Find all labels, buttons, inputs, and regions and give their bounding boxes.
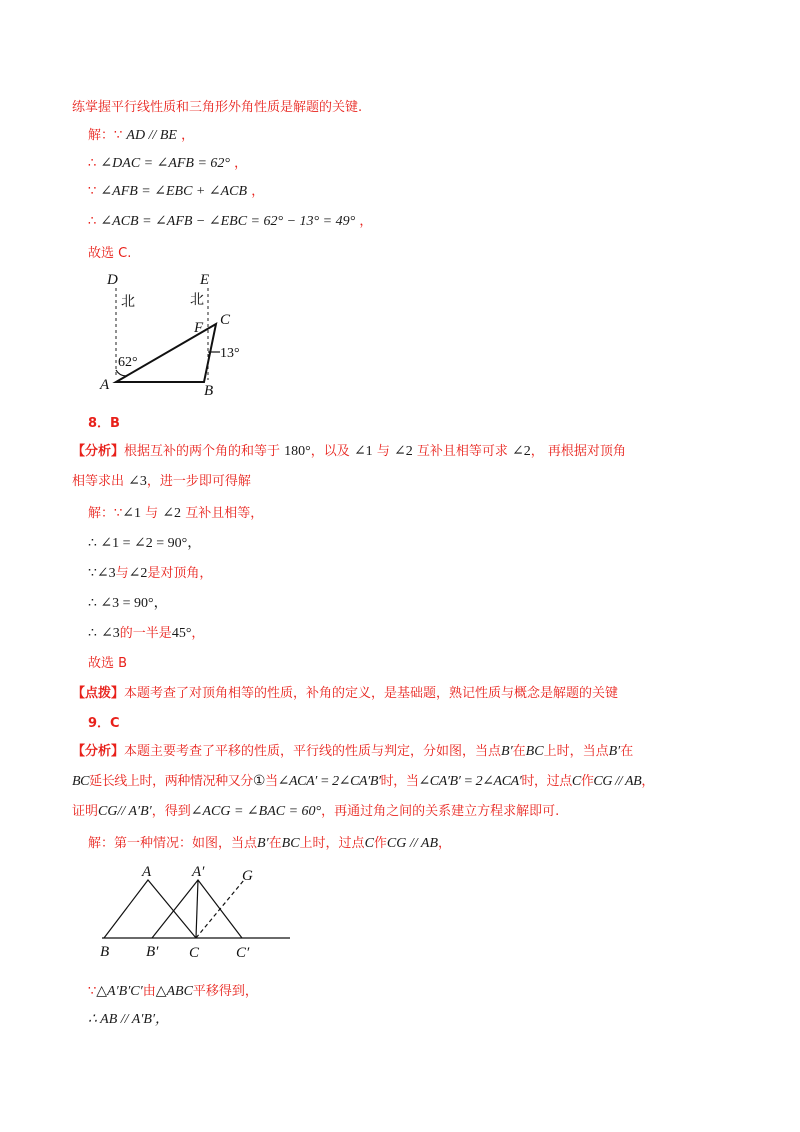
math-expr: ∠CA′B′ = 2∠ACA′ xyxy=(418,774,522,789)
figure-translation xyxy=(96,862,296,966)
text: 时，当 xyxy=(380,774,419,789)
punct: ， xyxy=(181,128,195,143)
q8-choice: 故选 B xyxy=(88,656,128,671)
q8-solution-5 xyxy=(88,624,204,644)
text: 根据互补的两个角的和等于 xyxy=(124,444,281,459)
analysis-tag: 【分析】 xyxy=(72,744,125,759)
q8-analysis-line-1 xyxy=(72,442,626,462)
analysis-tag: 【分析】 xyxy=(72,444,125,459)
math-expr: ∠1 xyxy=(353,444,373,459)
given-label: 解：∵ xyxy=(88,506,123,521)
angle-62-label: 62° xyxy=(118,355,138,370)
text: 本题主要考查了平移的性质，平行线的性质与判定，分如图，当点 xyxy=(124,744,502,759)
text: 当 xyxy=(265,774,278,789)
math-expr: BC xyxy=(281,836,300,851)
punct: ， xyxy=(438,836,452,851)
label-b-prime: B′ xyxy=(146,944,159,960)
text: 的一半是 xyxy=(119,626,172,641)
tip-text: 本题考查了对顶角相等的性质，补角的定义，是基础题，熟记性质与概念是解题的关键 xyxy=(124,686,619,701)
label-b: B xyxy=(204,383,214,398)
q9-solution-1 xyxy=(88,834,451,854)
math-expr: ∠DAC = ∠AFB = 62° xyxy=(100,156,231,171)
text: 上时，过点 xyxy=(299,836,365,851)
therefore-symbol: ∴ xyxy=(88,156,97,171)
text: 相等求出 xyxy=(72,474,125,489)
q7-choice: 故选 C. xyxy=(88,246,132,261)
text: 与 xyxy=(115,566,129,581)
text: 延长线上时，两种情况种又分 xyxy=(89,774,253,789)
math-expr: ∠2 xyxy=(512,444,531,459)
label-a-prime: A′ xyxy=(192,864,205,880)
because-symbol: ∵ xyxy=(88,184,97,199)
q7-line-1 xyxy=(88,126,194,146)
q7-line-2 xyxy=(88,154,247,174)
text: 互补且相等可求 xyxy=(416,444,508,459)
text: ， 再根据对顶角 xyxy=(530,444,626,459)
because-symbol: ∵ xyxy=(88,566,97,581)
label-f: F xyxy=(194,320,204,336)
math-expr: B′ xyxy=(257,836,269,851)
q9-analysis-line-3 xyxy=(72,802,559,822)
text: 由 xyxy=(142,984,156,999)
math-expr: ∠ACG = ∠BAC = 60° xyxy=(190,804,322,819)
math-expr: AD // BE xyxy=(126,128,177,143)
q9-solution-3: ∴ AB // A′B′， xyxy=(88,1012,170,1027)
q9-analysis-line-2 xyxy=(72,772,654,792)
north-label-2: 北 xyxy=(190,292,204,308)
label-b: B xyxy=(100,944,110,960)
math-expr: BC xyxy=(525,744,544,759)
q8-solution-3 xyxy=(88,564,212,584)
text: 平移得到， xyxy=(192,984,258,999)
text: 证明 xyxy=(72,804,99,819)
text: 是对顶角， xyxy=(147,566,213,581)
because-symbol: ∵ xyxy=(88,984,97,999)
label-e: E xyxy=(200,272,210,288)
therefore-symbol: ∴ xyxy=(88,214,97,229)
q9-analysis-line-1 xyxy=(72,742,633,762)
ray-cg xyxy=(196,880,244,938)
segment-a2c xyxy=(196,880,198,938)
math-expr: ∠2 xyxy=(128,566,148,581)
punct: ， xyxy=(359,214,373,229)
q8-solution-1 xyxy=(88,504,263,524)
punct: ， xyxy=(641,774,654,789)
label-c-prime: C′ xyxy=(236,945,250,961)
math-expr: CG // AB xyxy=(386,836,438,851)
math-expr: ∠3 xyxy=(101,626,120,641)
continued-text: 练掌握平行线性质和三角形外角性质是解题的关键. xyxy=(72,100,363,115)
q9-answer: 9．C xyxy=(88,716,120,731)
text: ，再通过角之间的关系建立方程求解即可. xyxy=(321,804,560,819)
q8-solution-4: ∴ ∠3 = 90°， xyxy=(88,596,168,611)
text: 与 xyxy=(376,444,390,459)
math-expr: ∠2 xyxy=(162,506,182,521)
q9-solution-2 xyxy=(88,982,258,1002)
text: ，得到 xyxy=(151,804,191,819)
text: 上时，当点 xyxy=(543,744,609,759)
q7-line-3 xyxy=(88,182,264,202)
math-expr: B′ xyxy=(501,744,513,759)
math-expr: ∠ACA′ = 2∠CA′B′ xyxy=(277,774,381,789)
punct: ， xyxy=(234,156,248,171)
math-expr: C xyxy=(571,774,581,789)
math-expr: ∠ACB = ∠AFB − ∠EBC = 62° − 13° = 49° xyxy=(100,214,356,229)
text: 在 xyxy=(268,836,282,851)
math-expr: ∠1 xyxy=(122,506,142,521)
math-expr: ∠2 xyxy=(393,444,413,459)
triangle-abc xyxy=(104,880,196,938)
text: 在 xyxy=(620,744,634,759)
math-expr: △A′B′C′ xyxy=(96,984,143,999)
math-expr: 45° xyxy=(171,626,192,641)
text: 解：第一种情况：如图，当点 xyxy=(88,836,258,851)
math-expr: CG// A′B′ xyxy=(98,804,152,819)
text: 时，过点 xyxy=(521,774,572,789)
text: 与 xyxy=(145,506,159,521)
math-expr: ∠3 xyxy=(128,474,147,489)
q8-tip xyxy=(72,684,618,704)
math-expr: ∠AFB = ∠EBC + ∠ACB xyxy=(100,184,248,199)
angle-13-label: 13° xyxy=(220,346,240,361)
therefore-symbol: ∴ xyxy=(88,626,97,641)
text: 互补且相等， xyxy=(185,506,264,521)
label-a: A xyxy=(100,377,110,393)
math-expr: C xyxy=(364,836,374,851)
text: 在 xyxy=(512,744,526,759)
angle-arc-a xyxy=(116,370,126,376)
north-label-1: 北 xyxy=(121,294,135,310)
given-label: 解：∵ xyxy=(88,128,123,143)
text: 作 xyxy=(373,836,387,851)
math-expr: CG // AB xyxy=(593,774,642,789)
label-c: C xyxy=(189,945,200,961)
math-expr: 180° xyxy=(284,444,311,459)
tip-tag: 【点拨】 xyxy=(72,686,125,701)
q8-answer: 8．B xyxy=(88,416,120,431)
math-expr: ∠3 xyxy=(96,566,116,581)
q8-analysis-line-2 xyxy=(72,472,251,492)
punct: ， xyxy=(251,184,265,199)
figure-bearing-triangle xyxy=(96,268,256,398)
label-g: G xyxy=(242,868,253,884)
text: ，以及 xyxy=(310,444,350,459)
circled-one: ① xyxy=(252,774,266,789)
q8-solution-2: ∴ ∠1 = ∠2 = 90°， xyxy=(88,536,202,551)
text: 作 xyxy=(580,774,594,789)
label-a: A xyxy=(142,864,152,880)
label-d: D xyxy=(107,272,118,288)
punct: ， xyxy=(191,626,205,641)
math-expr: BC xyxy=(72,774,90,789)
q7-line-4 xyxy=(88,212,372,232)
text: ，进一步即可得解 xyxy=(146,474,251,489)
label-c: C xyxy=(220,312,231,328)
math-expr: △ABC xyxy=(155,984,193,999)
math-expr: B′ xyxy=(608,744,621,759)
